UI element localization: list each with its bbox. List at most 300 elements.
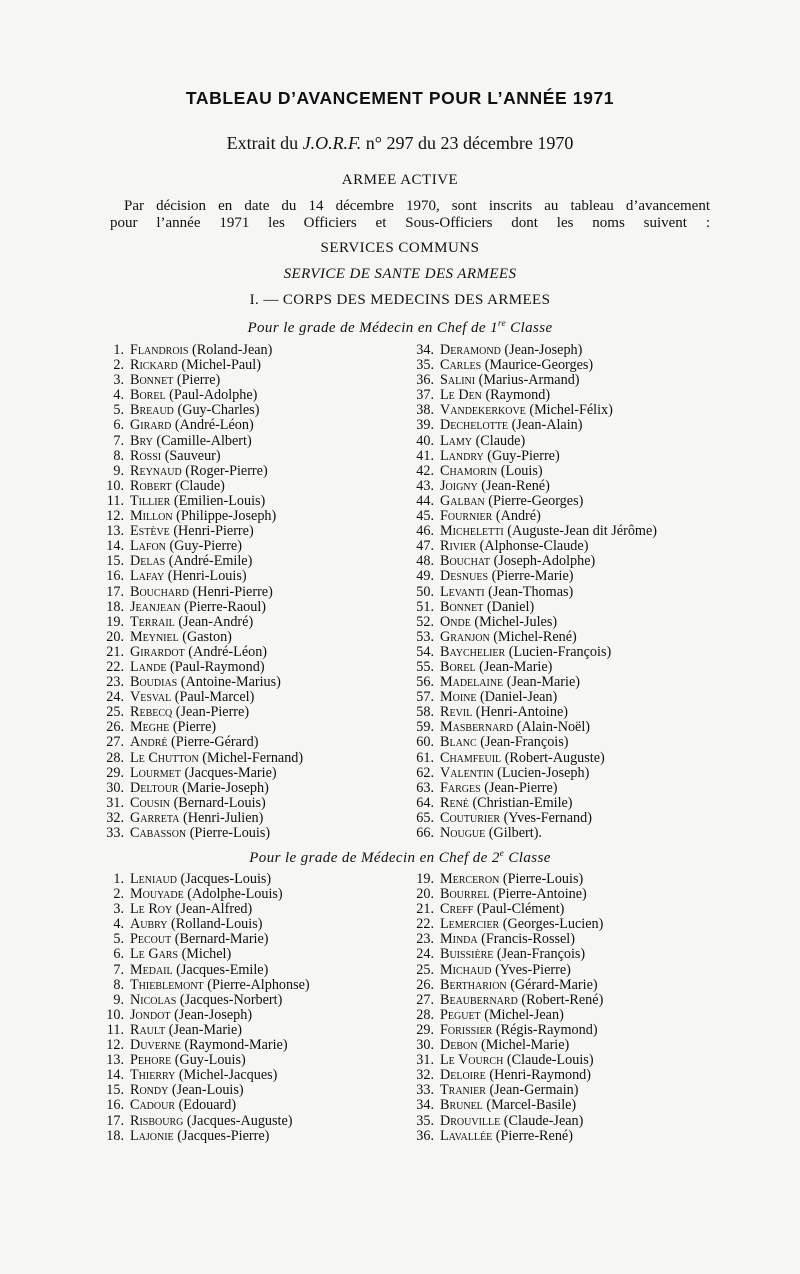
entry-last-name: Merceron [440, 871, 500, 887]
entry-first-names: (André-Léon) [171, 417, 254, 434]
list-item [100, 585, 303, 600]
entry-last-name: Beaubernard [440, 991, 518, 1008]
entry-first-names: (Auguste-Jean dit Jérôme) [503, 523, 657, 540]
entry-first-names: (Camille-Albert) [152, 432, 252, 449]
list-item [100, 524, 303, 539]
list-item [410, 569, 657, 584]
entry-last-name: Meghe [130, 719, 170, 736]
list-item [410, 373, 657, 388]
entry-number: 60. [416, 734, 434, 751]
list-item [100, 1053, 310, 1068]
grade-2-label: Pour le grade de Médecin en Chef de 2 [249, 850, 500, 866]
list-item [100, 645, 303, 660]
extract-journal: J.O.R.F. [302, 133, 362, 153]
list-item [100, 932, 310, 947]
entry-last-name: Micheletti [440, 523, 504, 540]
decision-paragraph [110, 198, 710, 232]
entry-first-names: (Jacques-Marie) [180, 764, 277, 781]
list-item [410, 509, 657, 524]
list-item [100, 963, 310, 978]
entry-first-names: (Jean-Thomas) [484, 583, 574, 600]
list-item [100, 373, 303, 388]
entry-number: 6. [113, 946, 124, 963]
entry-last-name: Couturier [440, 809, 501, 826]
entry-number: 27. [106, 734, 124, 751]
list-item [410, 978, 603, 993]
list-item [100, 388, 303, 403]
entry-number: 1. [113, 871, 124, 887]
entry-number: 3. [113, 901, 124, 918]
list-item [410, 1068, 603, 1083]
list-item [100, 358, 303, 373]
entry-last-name: Tillier [130, 492, 171, 509]
list-item [410, 418, 657, 433]
entry-number: 32. [106, 809, 124, 826]
entry-first-names: (Gilbert). [485, 825, 542, 841]
entry-number: 23. [416, 931, 434, 948]
entry-first-names: (Rolland-Louis) [167, 916, 263, 933]
entry-number: 35. [416, 1112, 434, 1129]
list-item [410, 554, 657, 569]
list-item [100, 978, 310, 993]
entry-first-names: (Pierre-Georges) [484, 492, 584, 509]
entry-number: 24. [106, 689, 124, 706]
entry-number: 52. [416, 613, 434, 630]
entry-last-name: Valentin [440, 764, 494, 781]
entry-number: 31. [416, 1052, 434, 1069]
entry-number: 46. [416, 523, 434, 540]
page-title: TABLEAU D’AVANCEMENT POUR L’ANNÉE 1971 [185, 88, 615, 108]
entry-number: 40. [416, 432, 434, 449]
list-item [100, 403, 303, 418]
entry-first-names: (Jean-André) [174, 613, 254, 630]
list-item [410, 1098, 603, 1113]
list-item [100, 418, 303, 433]
entry-last-name: Debon [440, 1037, 478, 1054]
entry-number: 55. [416, 658, 434, 675]
entry-first-names: (Guy-Pierre) [483, 447, 560, 464]
entry-number: 10. [106, 1006, 124, 1023]
entry-last-name: Buissière [440, 946, 494, 963]
entry-number: 17. [106, 1112, 124, 1129]
entry-first-names: (Robert-Auguste) [501, 749, 605, 766]
army-heading: ARMEE ACTIVE [341, 172, 459, 188]
entry-last-name: Robert [130, 477, 172, 494]
entry-first-names: (Louis) [497, 462, 543, 479]
entry-first-names: (Jean-Alfred) [172, 901, 253, 918]
entry-first-names: (Jacques-Auguste) [183, 1112, 293, 1129]
entry-number: 17. [106, 583, 124, 600]
entry-first-names: (Alain-Noël) [513, 719, 591, 736]
entry-last-name: Revil [440, 704, 473, 721]
entry-first-names: (Michel-René) [489, 628, 577, 645]
entry-last-name: Landry [440, 447, 484, 464]
entry-last-name: Minda [440, 931, 478, 948]
services-heading: SERVICES COMMUNS [320, 240, 480, 256]
entry-last-name: Meyniel [130, 628, 179, 645]
entry-first-names: (Michel) [178, 946, 232, 963]
entry-last-name: Pehore [130, 1052, 172, 1069]
entry-first-names: (Jacques-Norbert) [176, 991, 283, 1008]
entry-number: 25. [416, 961, 434, 978]
entry-number: 8. [113, 976, 124, 993]
grade-1-sup: re [498, 318, 506, 328]
entry-number: 12. [106, 508, 124, 525]
entry-last-name: Creff [440, 901, 474, 918]
list-item [100, 766, 303, 781]
entry-last-name: Nougue [440, 825, 486, 841]
entry-last-name: Vandekerkove [440, 402, 526, 419]
entry-last-name: Blanc [440, 734, 477, 751]
entry-number: 2. [113, 357, 124, 374]
entry-number: 26. [416, 976, 434, 993]
entry-last-name: Chamfeuil [440, 749, 502, 766]
extract-prefix: Extrait du [226, 133, 303, 153]
list-item [410, 872, 603, 887]
entry-number: 29. [106, 764, 124, 781]
entry-last-name: Boudias [130, 674, 178, 691]
entry-first-names: (Michel-Jean) [480, 1006, 564, 1023]
list-item [410, 705, 657, 720]
list-item [100, 615, 303, 630]
entry-number: 9. [113, 991, 124, 1008]
entry-number: 41. [416, 447, 434, 464]
entry-first-names: (Jean-Pierre) [172, 704, 250, 721]
entry-last-name: Chamorin [440, 462, 498, 479]
entry-number: 36. [416, 372, 434, 389]
entry-last-name: Levanti [440, 583, 485, 600]
list-item [100, 1114, 310, 1129]
entry-number: 18. [106, 598, 124, 615]
list-item [410, 1129, 603, 1144]
entry-last-name: Lavallée [440, 1127, 493, 1144]
entry-last-name: Bourrel [440, 886, 490, 903]
list-item [410, 343, 657, 358]
entry-number: 32. [416, 1067, 434, 1084]
entry-last-name: Dechelotte [440, 417, 509, 434]
entry-last-name: Leniaud [130, 871, 177, 887]
list-item [100, 569, 303, 584]
list-item [410, 615, 657, 630]
entry-number: 37. [416, 387, 434, 404]
list-item [100, 872, 310, 887]
entry-number: 28. [106, 749, 124, 766]
extract-suffix: n° 297 du 23 décembre 1970 [361, 133, 574, 153]
entry-number: 45. [416, 508, 434, 525]
entry-number: 61. [416, 749, 434, 766]
list-item [410, 963, 603, 978]
list-item [100, 1008, 310, 1023]
entry-number: 30. [416, 1037, 434, 1054]
entry-last-name: Bouchard [130, 583, 189, 600]
entry-first-names: (Alphonse-Claude) [476, 538, 589, 555]
entry-first-names: (Michel-Marie) [477, 1037, 570, 1054]
list-item [410, 585, 657, 600]
list-item [410, 690, 657, 705]
entry-number: 58. [416, 704, 434, 721]
list-item [100, 554, 303, 569]
entry-first-names: (Claude) [171, 477, 225, 494]
grade-1-label: Pour le grade de Médecin en Chef de 1 [247, 320, 499, 336]
list-item [410, 1038, 603, 1053]
entry-last-name: Michaud [440, 961, 492, 978]
list-item [100, 751, 303, 766]
entry-number: 36. [416, 1127, 434, 1144]
list-item [410, 449, 657, 464]
entry-last-name: Rickard [130, 357, 178, 374]
list-item [410, 947, 603, 962]
entry-number: 53. [416, 628, 434, 645]
entry-number: 42. [416, 462, 434, 479]
decision-line-1: Par décision en date du 14 décembre 1970, sont inscrits au tableau d’avancement [124, 198, 710, 214]
entry-number: 9. [113, 462, 124, 479]
entry-first-names: (Henri-Pierre) [188, 583, 273, 600]
entry-number: 22. [106, 658, 124, 675]
entry-first-names: (Jean-Joseph) [500, 342, 583, 358]
entry-last-name: Deltour [130, 779, 179, 796]
list-item [100, 479, 303, 494]
entry-number: 8. [113, 447, 124, 464]
list-item [100, 811, 303, 826]
list-item [100, 705, 303, 720]
entry-last-name: Reynaud [130, 462, 182, 479]
entry-last-name: Garreta [130, 809, 180, 826]
list-item [100, 449, 303, 464]
entry-number: 44. [416, 492, 434, 509]
entry-number: 64. [416, 794, 434, 811]
entry-last-name: Masbernard [440, 719, 514, 736]
entry-last-name: Le Roy [130, 901, 173, 918]
entry-last-name: Bertharion [440, 976, 507, 993]
list-item [100, 1129, 310, 1144]
entry-number: 63. [416, 779, 434, 796]
entry-first-names: (Michel-Fernand) [198, 749, 304, 766]
entry-first-names: (Michel-Jules) [470, 613, 558, 630]
list-item [100, 690, 303, 705]
entry-first-names: (Guy-Pierre) [165, 538, 242, 555]
entry-first-names: (Jean-François) [476, 734, 569, 751]
entry-number: 35. [416, 357, 434, 374]
entry-number: 33. [106, 825, 124, 841]
list-item [410, 403, 657, 418]
entry-number: 14. [106, 538, 124, 555]
entry-last-name: Onde [440, 613, 471, 630]
list-item [100, 796, 303, 811]
entry-number: 29. [416, 1021, 434, 1038]
list-item [410, 766, 657, 781]
entry-last-name: Galban [440, 492, 485, 509]
entry-number: 30. [106, 779, 124, 796]
entry-last-name: Thierry [130, 1067, 176, 1084]
entry-number: 4. [113, 387, 124, 404]
entry-first-names: (Jean-René) [477, 477, 550, 494]
entry-last-name: Forissier [440, 1021, 493, 1038]
entry-last-name: Borel [440, 658, 476, 675]
entry-last-name: Nicolas [130, 991, 177, 1008]
entry-first-names: (Jean-Louis) [168, 1082, 244, 1099]
entry-last-name: André [130, 734, 168, 751]
list-item [100, 917, 310, 932]
list-item [410, 932, 603, 947]
entry-first-names: (Henri-Raymond) [485, 1067, 591, 1084]
list-item [410, 1114, 603, 1129]
entry-first-names: (Henri-Pierre) [169, 523, 254, 540]
entry-first-names: (Pierre-René) [492, 1127, 573, 1144]
entry-number: 6. [113, 417, 124, 434]
list-item [100, 781, 303, 796]
entry-number: 25. [106, 704, 124, 721]
entry-first-names: (Pierre-Louis) [499, 871, 584, 887]
entry-first-names: (Francis-Rossel) [477, 931, 575, 948]
entry-first-names: (Sauveur) [161, 447, 221, 464]
list-item [410, 524, 657, 539]
entry-first-names: (Bernard-Louis) [170, 794, 266, 811]
entry-last-name: Joigny [440, 477, 478, 494]
entry-last-name: Lamy [440, 432, 473, 449]
entry-number: 21. [106, 643, 124, 660]
list-item [100, 464, 303, 479]
entry-last-name: Fournier [440, 508, 493, 525]
entry-first-names: (Christian-Emile) [468, 794, 573, 811]
list-item [100, 630, 303, 645]
entry-number: 13. [106, 1052, 124, 1069]
entry-first-names: (Roger-Pierre) [181, 462, 268, 479]
entry-last-name: Aubry [130, 916, 168, 933]
entry-first-names: (Daniel-Jean) [476, 689, 558, 706]
entry-last-name: Breaud [130, 402, 174, 419]
entry-last-name: Cousin [130, 794, 171, 811]
list-item [100, 947, 310, 962]
entry-first-names: (Jean-Joseph) [170, 1006, 253, 1023]
entry-first-names: (Georges-Lucien) [499, 916, 604, 933]
list-item [410, 902, 603, 917]
entry-last-name: Jeanjean [130, 598, 181, 615]
list-item [410, 1083, 603, 1098]
entry-last-name: Lajonie [130, 1127, 174, 1144]
extract-line [0, 133, 800, 154]
entry-number: 43. [416, 477, 434, 494]
entry-first-names: (Marcel-Basile) [482, 1097, 577, 1114]
list-item [100, 993, 310, 1008]
entry-last-name: Risbourg [130, 1112, 184, 1129]
entry-last-name: Borel [130, 387, 166, 404]
entry-last-name: Rondy [130, 1082, 169, 1099]
entry-last-name: Duverne [130, 1037, 181, 1054]
entry-first-names: (Adolphe-Louis) [183, 886, 283, 903]
entry-number: 5. [113, 402, 124, 419]
entry-last-name: Baychelier [440, 643, 506, 660]
entry-first-names: (Pierre-Louis) [186, 825, 271, 841]
list-item [100, 509, 303, 524]
entry-first-names: (Jean-Alain) [508, 417, 583, 434]
entry-last-name: Le Chutton [130, 749, 199, 766]
entry-last-name: Bonnet [130, 372, 174, 389]
entry-last-name: Granjon [440, 628, 490, 645]
entry-first-names: (Claude) [472, 432, 526, 449]
entry-first-names: (Lucien-François) [505, 643, 612, 660]
grade-2-right-list [410, 872, 603, 1144]
entry-last-name: Estève [130, 523, 170, 540]
entry-first-names: (Bernard-Marie) [171, 931, 269, 948]
entry-first-names: (André-Léon) [184, 643, 268, 660]
entry-number: 16. [106, 1097, 124, 1114]
entry-last-name: Deloire [440, 1067, 486, 1084]
list-item [100, 1023, 310, 1038]
entry-number: 38. [416, 402, 434, 419]
list-item [410, 358, 657, 373]
entry-number: 20. [416, 886, 434, 903]
entry-last-name: Jondot [130, 1006, 171, 1023]
grade-1-label-end: Classe [505, 320, 553, 336]
entry-last-name: Bonnet [440, 598, 484, 615]
entry-last-name: Lourmet [130, 764, 181, 781]
entry-first-names: (Jean-Marie) [503, 674, 580, 691]
list-item [100, 1038, 310, 1053]
entry-number: 18. [106, 1127, 124, 1144]
entry-last-name: Millon [130, 508, 173, 525]
entry-first-names: (Maurice-Georges) [481, 357, 594, 374]
list-item [410, 464, 657, 479]
entry-last-name: Tranier [440, 1082, 486, 1099]
entry-number: 11. [106, 492, 124, 509]
entry-number: 16. [106, 568, 124, 585]
entry-last-name: Drouville [440, 1112, 501, 1129]
list-item [100, 675, 303, 690]
entry-first-names: (Marie-Joseph) [178, 779, 269, 796]
corps-heading: I. — CORPS DES MEDECINS DES ARMEES [249, 292, 551, 308]
entry-number: 26. [106, 719, 124, 736]
entry-first-names: (Marius-Armand) [475, 372, 580, 389]
entry-first-names: (Henri-Julien) [179, 809, 264, 826]
entry-number: 24. [416, 946, 434, 963]
entry-last-name: Rebecq [130, 704, 173, 721]
entry-number: 28. [416, 1006, 434, 1023]
entry-first-names: (André-Emile) [165, 553, 253, 570]
entry-last-name: Delas [130, 553, 166, 570]
grade-2-sup: e [499, 848, 505, 858]
list-item [410, 1008, 603, 1023]
list-item [410, 434, 657, 449]
entry-last-name: Bry [130, 432, 153, 449]
entry-first-names: (Lucien-Joseph) [493, 764, 590, 781]
entry-first-names: (Pierre-Marie) [488, 568, 574, 585]
entry-last-name: Thieblemont [130, 976, 204, 993]
entry-last-name: Moine [440, 689, 477, 706]
entry-first-names: (Guy-Charles) [173, 402, 260, 419]
entry-number: 14. [106, 1067, 124, 1084]
list-item [410, 630, 657, 645]
entry-number: 49. [416, 568, 434, 585]
entry-number: 22. [416, 916, 434, 933]
entry-number: 19. [416, 871, 434, 887]
list-item [410, 781, 657, 796]
entry-number: 33. [416, 1082, 434, 1099]
entry-last-name: Vesval [130, 689, 172, 706]
grade-2-heading [0, 848, 800, 867]
entry-number: 66. [416, 825, 434, 841]
list-item [410, 993, 603, 1008]
entry-number: 15. [106, 1082, 124, 1099]
entry-first-names: (Claude-Louis) [503, 1052, 594, 1069]
entry-number: 27. [416, 991, 434, 1008]
decision-line-2: pour l’année 1971 les Officiers et Sous-Officiers dont les noms suivent : [110, 215, 710, 231]
entry-number: 62. [416, 764, 434, 781]
entry-number: 20. [106, 628, 124, 645]
entry-last-name: Le Vourch [440, 1052, 504, 1069]
grade-2-label-end: Classe [504, 850, 551, 866]
entry-first-names: (Guy-Louis) [171, 1052, 246, 1069]
grade-1-left-list [100, 343, 303, 841]
